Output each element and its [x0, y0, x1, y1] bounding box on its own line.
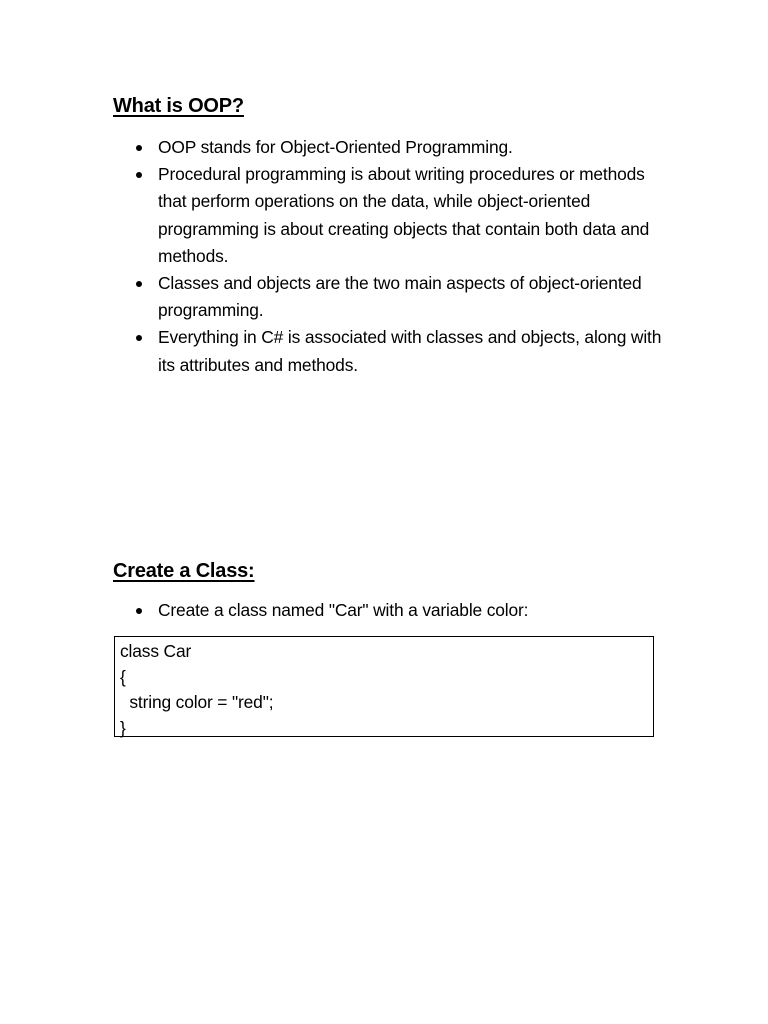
code-line: class Car — [120, 641, 192, 661]
list-item: Classes and objects are the two main aspects of object-oriented programming. — [158, 270, 668, 324]
code-line: } — [120, 717, 126, 738]
code-line: { — [120, 666, 126, 687]
create-class-bullet-list — [158, 597, 668, 624]
list-item: Everything in C# is associated with classes and objects, along with its attributes and methods. — [158, 324, 668, 378]
oop-bullet-list — [158, 134, 668, 379]
section-heading-what-is-oop: What is OOP? — [113, 95, 244, 117]
list-item: Procedural programming is about writing procedures or methods that perform operations on the data, while object-oriented programming is about creating objects that contain both data and methods. — [158, 161, 668, 270]
code-block — [114, 636, 654, 737]
code-line: string color = "red"; — [120, 692, 274, 712]
section-heading-create-a-class: Create a Class: — [113, 560, 255, 582]
list-item: Create a class named "Car" with a variable color: — [158, 597, 668, 624]
list-item: OOP stands for Object-Oriented Programming. — [158, 134, 668, 161]
